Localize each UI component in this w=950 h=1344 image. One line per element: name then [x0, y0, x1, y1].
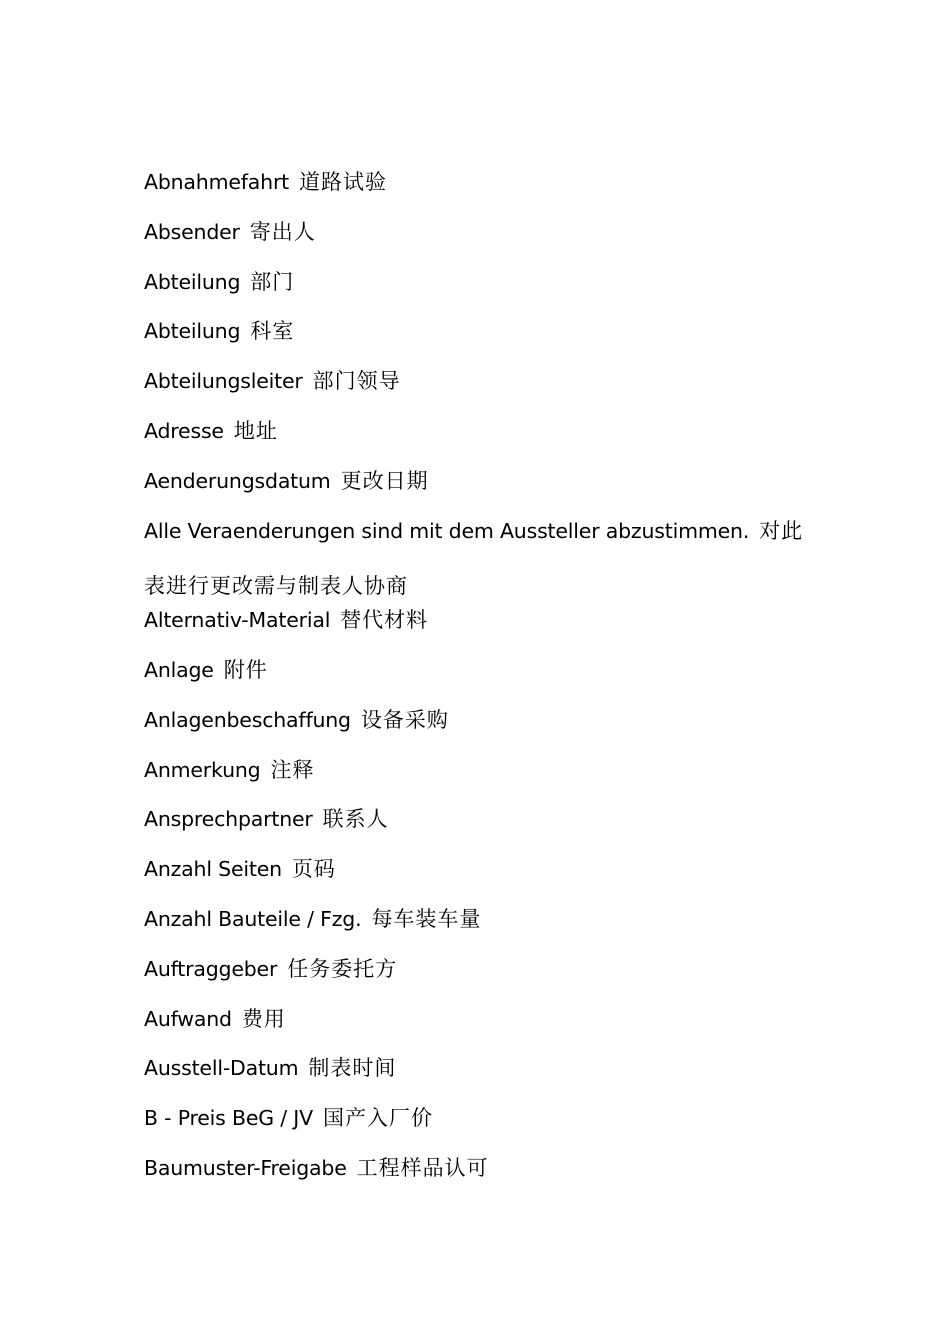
- glossary-entry: [144, 654, 824, 704]
- chinese-translation: 部门: [250, 269, 295, 294]
- german-term: Baumuster-Freigabe: [144, 1155, 347, 1180]
- chinese-translation: 工程样品认可: [356, 1155, 489, 1180]
- chinese-translation: 页码: [291, 857, 336, 882]
- german-term: Anmerkung: [144, 757, 261, 782]
- german-term: Auftraggeber: [144, 956, 278, 981]
- glossary-entry: [144, 803, 824, 853]
- chinese-translation: 每车装车量: [371, 906, 482, 931]
- glossary-entry: [144, 953, 824, 1003]
- german-term: Anzahl Seiten: [144, 857, 282, 882]
- glossary-entry: [144, 1003, 824, 1053]
- glossary-entry: [144, 315, 824, 365]
- german-term: Abteilung: [144, 319, 241, 344]
- german-term: Alle Veraenderungen sind mit dem Aussteller abzustimmen.: [144, 518, 750, 543]
- chinese-translation: 道路试验: [299, 170, 388, 194]
- german-term: B - Preis BeG / JV: [144, 1106, 313, 1131]
- chinese-translation: 更改日期: [340, 468, 429, 493]
- chinese-translation: 国产入厂价: [322, 1106, 433, 1131]
- chinese-translation: 联系人: [322, 807, 389, 832]
- german-term: Anlage: [144, 657, 214, 682]
- glossary-entry: [144, 1102, 824, 1152]
- german-term: Anlagenbeschaffung: [144, 707, 351, 732]
- german-term: Ausstell-Datum: [144, 1056, 299, 1081]
- chinese-translation: 任务委托方: [287, 956, 398, 981]
- german-term: Abteilungsleiter: [144, 369, 303, 394]
- chinese-translation: 地址: [233, 418, 278, 443]
- chinese-translation: 注释: [270, 757, 315, 782]
- glossary-entry: [144, 853, 824, 903]
- chinese-translation: 设备采购: [360, 707, 449, 732]
- glossary-entry: [144, 604, 824, 654]
- german-term: Alternativ-Material: [144, 608, 331, 633]
- glossary-entry: [144, 903, 824, 953]
- chinese-translation: 制表时间: [308, 1056, 397, 1081]
- chinese-translation: 科室: [250, 319, 295, 344]
- glossary-entry: [144, 754, 824, 804]
- chinese-translation: 部门领导: [312, 369, 401, 394]
- chinese-translation: 替代材料: [340, 608, 429, 633]
- glossary-entry: [144, 216, 824, 266]
- chinese-translation: 附件: [223, 657, 268, 682]
- glossary-entry: [144, 1052, 824, 1102]
- glossary-entry: [144, 365, 824, 415]
- german-term: Abteilung: [144, 269, 241, 294]
- german-term: Ansprechpartner: [144, 807, 313, 832]
- german-term: Anzahl Bauteile / Fzg.: [144, 906, 362, 931]
- chinese-translation: 费用: [241, 1006, 286, 1031]
- glossary-entry: [144, 704, 824, 754]
- chinese-translation: 寄出人: [249, 219, 316, 244]
- glossary-entry: [144, 415, 824, 465]
- glossary-entry: [144, 505, 824, 605]
- german-term: Abnahmefahrt: [144, 170, 290, 194]
- german-term: Aufwand: [144, 1006, 232, 1031]
- chinese-translation: 对此表进行更改需与制表人协商: [144, 518, 804, 598]
- glossary-list: [144, 166, 824, 1202]
- glossary-entry: [144, 266, 824, 316]
- german-term: Aenderungsdatum: [144, 468, 331, 493]
- german-term: Absender: [144, 219, 240, 244]
- german-term: Adresse: [144, 418, 224, 443]
- glossary-entry: [144, 1152, 824, 1202]
- glossary-entry: [144, 166, 824, 216]
